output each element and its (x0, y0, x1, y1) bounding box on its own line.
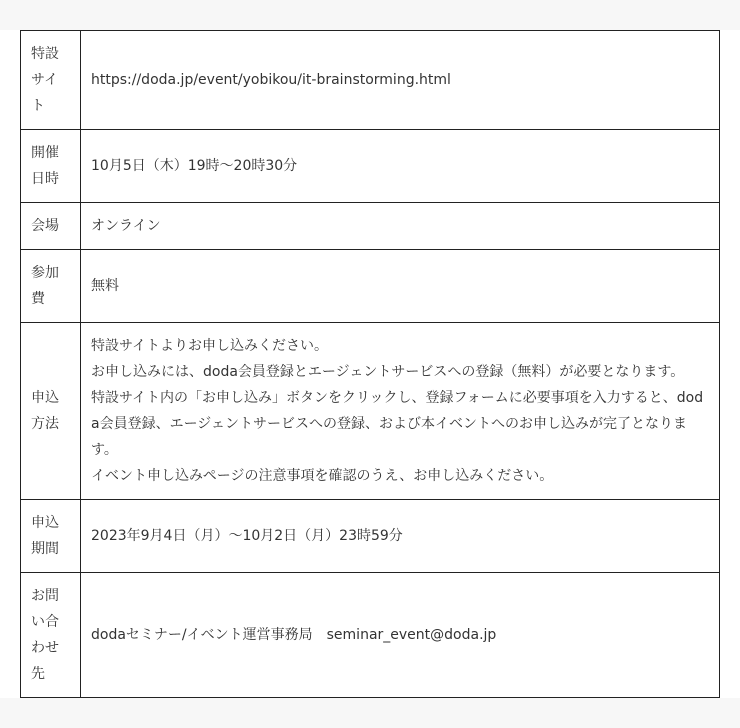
row-label-application-period: 申込期間 (21, 500, 81, 573)
table-row-datetime (21, 130, 720, 203)
row-label-fee: 参加費 (21, 250, 81, 323)
row-value-application-method (81, 323, 720, 500)
row-value-venue (81, 203, 720, 250)
row-label-datetime: 開催日時 (21, 130, 81, 203)
row-label-special-site: 特設サイト (21, 31, 81, 130)
method-line-3: 特設サイト内の「お申し込み」ボタンをクリックし、登録フォームに必要事項を入力すると、doda会員登録、エージェントサービスへの登録、および本イベントへのお申し込みが完了となります。 (91, 390, 704, 458)
event-info-table (20, 30, 720, 698)
row-label-venue: 会場 (21, 203, 81, 250)
row-value-fee (81, 250, 720, 323)
special-site-link[interactable]: https://doda.jp/event/yobikou/it-brainstorming.html (91, 72, 451, 88)
table-row-special-site (21, 31, 720, 130)
venue-text: オンライン (91, 218, 161, 234)
row-value-application-period (81, 500, 720, 573)
table-row-application-period (21, 500, 720, 573)
table-row-contact (21, 573, 720, 698)
contact-text: dodaセミナー/イベント運営事務局 seminar_event@doda.jp (91, 627, 497, 643)
fee-text: 無料 (91, 278, 119, 294)
row-value-datetime (81, 130, 720, 203)
method-line-2: お申し込みには、doda会員登録とエージェントサービスへの登録（無料）が必要となります。 (91, 364, 685, 380)
row-value-contact (81, 573, 720, 698)
row-label-contact: お問い合わせ先 (21, 573, 81, 698)
period-text: 2023年9月4日（月）〜10月2日（月）23時59分 (91, 528, 403, 544)
row-value-special-site (81, 31, 720, 130)
method-line-1: 特設サイトよりお申し込みください。 (91, 338, 329, 354)
row-label-application-method: 申込方法 (21, 323, 81, 500)
table-row-application-method (21, 323, 720, 500)
method-line-4: イベント申し込みページの注意事項を確認のうえ、お申し込みください。 (91, 468, 554, 484)
datetime-text: 10月5日（木）19時〜20時30分 (91, 158, 298, 174)
table-row-venue (21, 203, 720, 250)
table-row-fee (21, 250, 720, 323)
